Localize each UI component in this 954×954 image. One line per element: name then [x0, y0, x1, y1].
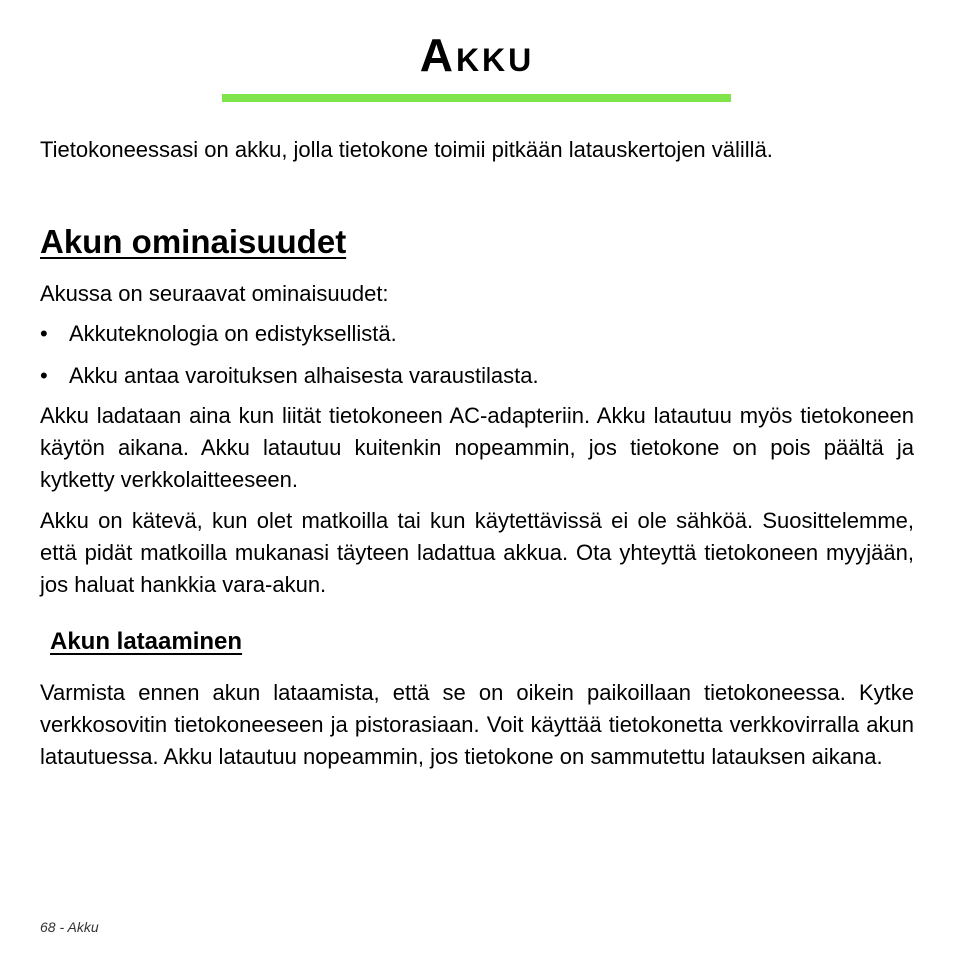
list-item	[40, 318, 914, 350]
bullet-icon: •	[40, 363, 48, 388]
list-item-text: Akku antaa varoituksen alhaisesta varaustilasta.	[69, 363, 539, 388]
bullet-icon: •	[40, 321, 48, 346]
page-footer: 68 - Akku	[40, 919, 99, 935]
list-item-text: Akkuteknologia on edistyksellistä.	[69, 321, 397, 346]
subsection-heading: Akun lataaminen	[50, 628, 243, 655]
charging-instructions-paragraph: Varmista ennen akun lataamista, että se on oikein paikoillaan tietokoneessa. Kytke verkkosovitin tietokoneeseen ja pistorasiaan. Voit käyttää tietokonetta verkkovirralla akun latautuessa. Akku latautuu nopeammin, jos tietokone on sammutettu latauksen aikana.	[40, 680, 914, 769]
page-title: Akku	[419, 29, 535, 81]
travel-paragraph: Akku on kätevä, kun olet matkoilla tai kun käytettävissä ei ole sähköä. Suosittelemme, että pidät matkoilla mukanasi täyteen ladattua akkua. Ota yhteyttä tietokoneen myyjään, jos haluat hankkia vara-akun.	[40, 508, 914, 597]
intro-paragraph: Tietokoneessasi on akku, jolla tietokone toimii pitkään latauskertojen välillä.	[40, 137, 773, 162]
title-underline-rule	[222, 94, 731, 102]
feature-list	[40, 318, 914, 402]
charging-paragraph: Akku ladataan aina kun liität tietokoneen AC-adapteriin. Akku latautuu myös tietokoneen käytön aikana. Akku latautuu kuitenkin nopeammin, jos tietokone on pois päältä ja kytketty verkkolaitteeseen.	[40, 403, 914, 492]
section-heading: Akun ominaisuudet	[40, 223, 347, 260]
section-lead: Akussa on seuraavat ominaisuudet:	[40, 281, 389, 306]
list-item	[40, 360, 914, 392]
